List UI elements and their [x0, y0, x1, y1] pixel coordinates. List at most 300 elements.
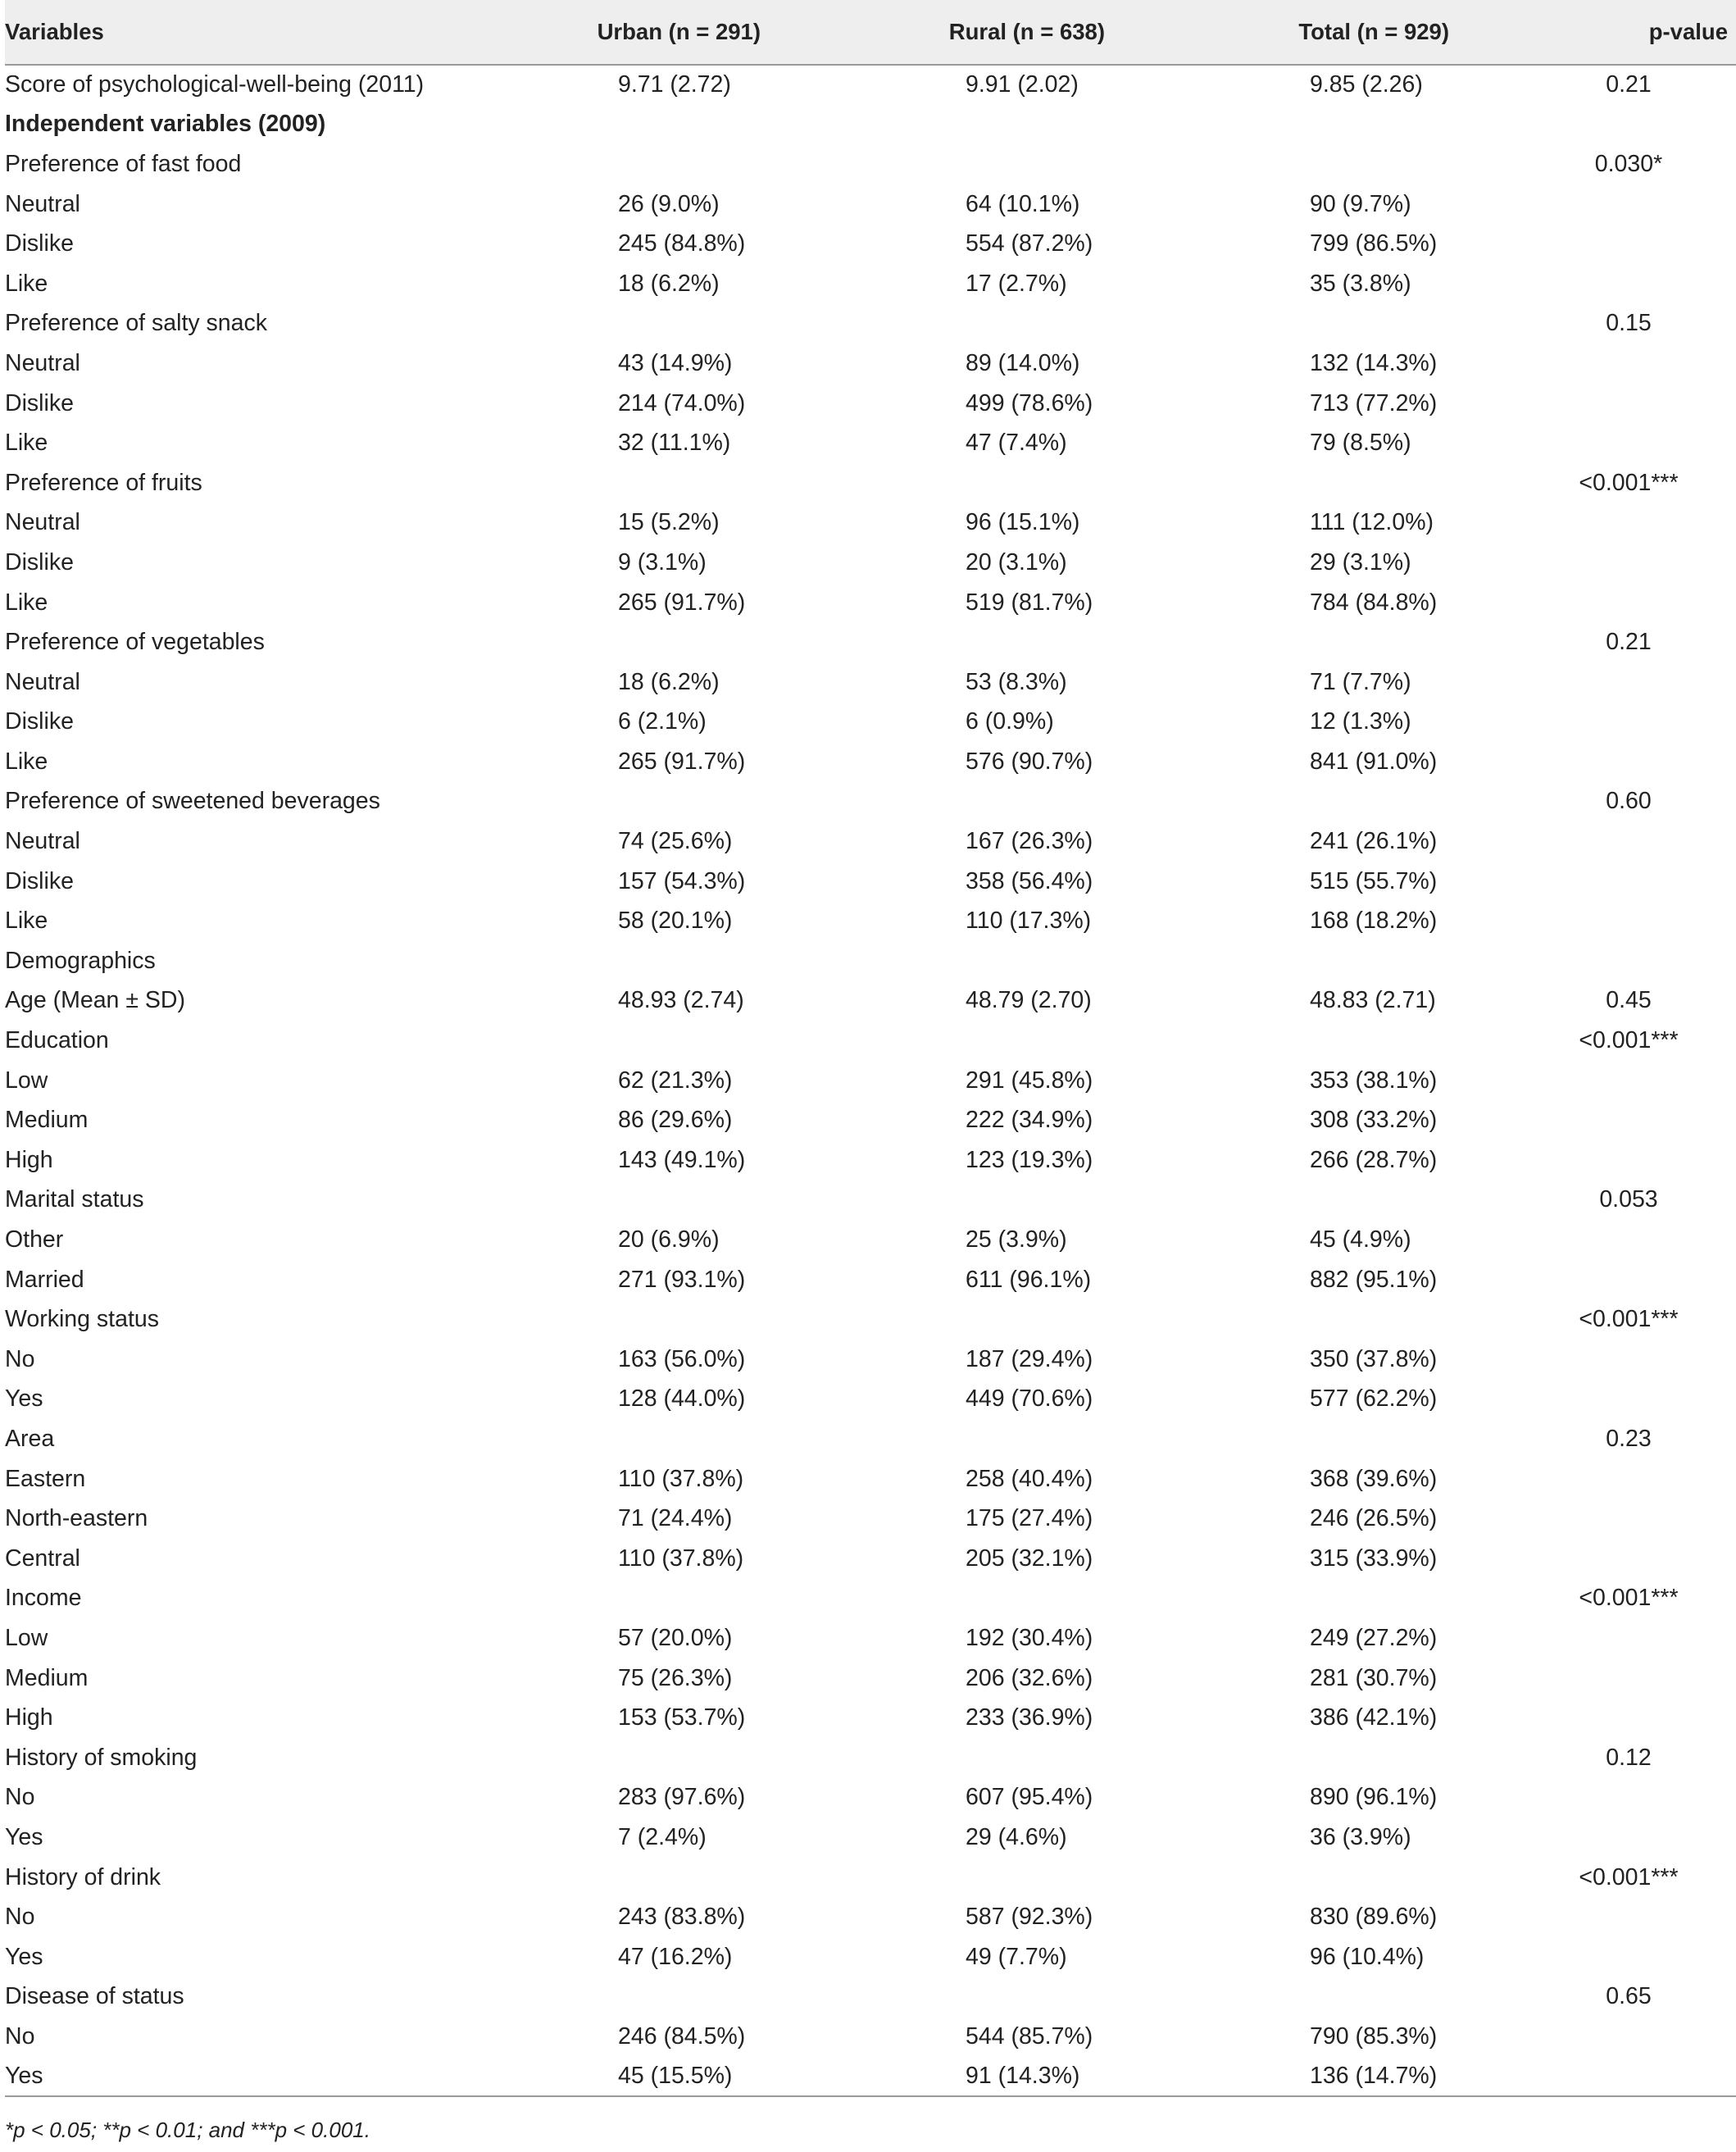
table-row — [5, 1299, 1736, 1340]
pvalue-cell — [1464, 184, 1736, 225]
rural-cell: 25 (3.9%) — [966, 1226, 1067, 1253]
urban-cell — [470, 1738, 775, 1778]
urban-cell: 18 (6.2%) — [618, 270, 720, 297]
pvalue-cell — [1464, 862, 1736, 902]
total-cell: 350 (37.8%) — [1310, 1345, 1438, 1372]
table-row — [5, 1539, 1736, 1579]
table-row — [5, 981, 1736, 1021]
row-label: Score of psychological-well-being (2011) — [5, 71, 425, 98]
pvalue-cell — [1464, 1937, 1736, 1977]
total-cell: 48.83 (2.71) — [1310, 987, 1436, 1014]
row-label: Dislike — [5, 389, 74, 416]
total-cell — [1120, 1021, 1464, 1061]
rural-cell: 17 (2.7%) — [966, 270, 1067, 297]
row-label: Neutral — [5, 509, 80, 536]
row-label: Dislike — [5, 867, 74, 894]
row-label: Like — [5, 589, 48, 616]
table-row — [5, 941, 1736, 981]
table-row — [5, 1419, 1736, 1459]
table-row — [5, 583, 1736, 623]
row-label: High — [5, 1704, 53, 1731]
urban-cell: 18 (6.2%) — [618, 668, 720, 695]
row-label: High — [5, 1146, 53, 1173]
row-label: Married — [5, 1266, 84, 1293]
pvalue-cell — [1464, 344, 1736, 384]
rural-cell: 187 (29.4%) — [966, 1345, 1093, 1372]
urban-cell: 163 (56.0%) — [618, 1345, 746, 1372]
pvalue-cell — [1464, 105, 1736, 145]
row-label: Like — [5, 430, 48, 457]
total-cell: 35 (3.8%) — [1310, 270, 1411, 297]
rural-cell — [775, 1579, 1120, 1619]
row-label: Dislike — [5, 548, 74, 576]
rural-cell: 167 (26.3%) — [966, 828, 1093, 855]
rural-cell: 358 (56.4%) — [966, 867, 1093, 894]
rural-cell — [775, 1738, 1120, 1778]
pvalue-cell: 0.45 — [1606, 987, 1652, 1014]
table-row — [5, 1818, 1736, 1858]
total-cell: 79 (8.5%) — [1310, 430, 1411, 457]
total-cell: 386 (42.1%) — [1310, 1704, 1438, 1731]
table-row — [5, 65, 1736, 105]
data-table — [5, 0, 1736, 2097]
row-label: Yes — [5, 1823, 43, 1850]
row-label: Low — [5, 1067, 48, 1094]
table-row — [5, 1380, 1736, 1420]
table-row — [5, 1260, 1736, 1300]
urban-cell — [470, 1977, 775, 2018]
row-label: Yes — [5, 1385, 43, 1413]
total-cell: 790 (85.3%) — [1310, 2022, 1438, 2050]
header-pvalue: p-value — [1464, 0, 1736, 65]
pvalue-cell: 0.23 — [1606, 1425, 1652, 1452]
rural-cell: 64 (10.1%) — [966, 190, 1080, 217]
urban-cell: 143 (49.1%) — [618, 1146, 746, 1173]
urban-cell: 32 (11.1%) — [618, 430, 731, 457]
urban-cell: 283 (97.6%) — [618, 1784, 746, 1811]
table-row — [5, 1220, 1736, 1260]
pvalue-cell — [1464, 264, 1736, 304]
header-variables: Variables — [5, 0, 470, 65]
urban-cell: 157 (54.3%) — [618, 867, 746, 894]
urban-cell: 265 (91.7%) — [618, 589, 746, 616]
pvalue-cell — [1464, 1340, 1736, 1380]
urban-cell: 110 (37.8%) — [618, 1465, 744, 1492]
pvalue-cell — [1464, 1459, 1736, 1499]
table-row — [5, 264, 1736, 304]
rural-cell: 49 (7.7%) — [966, 1943, 1067, 1970]
row-label: Medium — [5, 1107, 89, 1134]
total-cell: 368 (39.6%) — [1310, 1465, 1438, 1492]
pvalue-cell — [1464, 901, 1736, 941]
urban-cell: 58 (20.1%) — [618, 908, 733, 935]
urban-cell: 245 (84.8%) — [618, 230, 746, 257]
rural-cell — [775, 782, 1120, 822]
rural-cell: 96 (15.1%) — [966, 509, 1080, 536]
table-row — [5, 862, 1736, 902]
pvalue-cell — [1464, 503, 1736, 544]
pvalue-cell: <0.001*** — [1579, 1863, 1679, 1890]
total-cell — [1120, 622, 1464, 662]
pvalue-cell: <0.001*** — [1579, 1585, 1679, 1612]
pvalue-cell — [1464, 1061, 1736, 1101]
pvalue-cell — [1464, 1698, 1736, 1738]
pvalue-cell — [1464, 941, 1736, 981]
row-label: Neutral — [5, 668, 80, 695]
table-row — [5, 384, 1736, 424]
table-row — [5, 2057, 1736, 2097]
table-row — [5, 224, 1736, 264]
urban-cell: 265 (91.7%) — [618, 748, 746, 775]
total-cell: 266 (28.7%) — [1310, 1146, 1438, 1173]
table-row — [5, 782, 1736, 822]
table-row — [5, 304, 1736, 344]
total-cell: 90 (9.7%) — [1310, 190, 1411, 217]
rural-cell: 576 (90.7%) — [966, 748, 1093, 775]
table-row — [5, 703, 1736, 743]
table-row — [5, 543, 1736, 583]
total-cell — [1120, 1977, 1464, 2018]
row-label: No — [5, 1345, 35, 1372]
urban-cell: 71 (24.4%) — [618, 1505, 733, 1532]
pvalue-cell — [1464, 2017, 1736, 2057]
rural-cell: 449 (70.6%) — [966, 1385, 1093, 1413]
rural-cell: 192 (30.4%) — [966, 1624, 1093, 1651]
header-rural: Rural (n = 638) — [775, 0, 1120, 65]
total-cell — [1120, 1579, 1464, 1619]
table-row — [5, 742, 1736, 782]
urban-cell — [470, 463, 775, 503]
total-cell: 830 (89.6%) — [1310, 1904, 1438, 1931]
rural-cell — [775, 941, 1120, 981]
row-label: Like — [5, 908, 48, 935]
pvalue-cell — [1464, 543, 1736, 583]
table-row — [5, 463, 1736, 503]
table-row — [5, 144, 1736, 184]
total-cell: 713 (77.2%) — [1310, 389, 1438, 416]
table-row — [5, 105, 1736, 145]
row-label: No — [5, 1904, 35, 1931]
urban-cell — [470, 941, 775, 981]
urban-cell — [470, 1299, 775, 1340]
total-cell: 353 (38.1%) — [1310, 1067, 1438, 1094]
pvalue-cell — [1464, 1260, 1736, 1300]
rural-cell: 175 (27.4%) — [966, 1505, 1093, 1532]
rural-cell: 291 (45.8%) — [966, 1067, 1093, 1094]
total-cell: 246 (26.5%) — [1310, 1505, 1438, 1532]
total-cell: 71 (7.7%) — [1310, 668, 1411, 695]
urban-cell: 128 (44.0%) — [618, 1385, 746, 1413]
urban-cell: 47 (16.2%) — [618, 1943, 733, 1970]
urban-cell: 75 (26.3%) — [618, 1664, 733, 1691]
rural-cell: 53 (8.3%) — [966, 668, 1067, 695]
rural-cell: 544 (85.7%) — [966, 2022, 1093, 2050]
table-row — [5, 622, 1736, 662]
total-cell: 308 (33.2%) — [1310, 1107, 1438, 1134]
pvalue-cell — [1464, 224, 1736, 264]
rural-cell — [775, 1419, 1120, 1459]
total-cell — [1120, 782, 1464, 822]
urban-cell — [470, 622, 775, 662]
rural-cell: 110 (17.3%) — [966, 908, 1092, 935]
urban-cell: 62 (21.3%) — [618, 1067, 733, 1094]
rural-cell: 47 (7.4%) — [966, 430, 1067, 457]
total-cell: 36 (3.9%) — [1310, 1823, 1411, 1850]
rural-cell: 48.79 (2.70) — [966, 987, 1092, 1014]
urban-cell: 9 (3.1%) — [618, 548, 707, 576]
rural-cell: 91 (14.3%) — [775, 2057, 1120, 2097]
table-body — [5, 65, 1736, 2096]
pvalue-cell: 0.60 — [1606, 788, 1652, 815]
row-label: Preference of vegetables — [5, 629, 265, 656]
rural-cell: 611 (96.1%) — [966, 1266, 1092, 1293]
urban-cell: 15 (5.2%) — [618, 509, 720, 536]
row-label: Age (Mean ± SD) — [5, 987, 185, 1014]
rural-cell — [775, 1181, 1120, 1221]
urban-cell — [470, 1858, 775, 1898]
pvalue-cell — [1464, 821, 1736, 862]
pvalue-cell: <0.001*** — [1579, 1306, 1679, 1333]
total-cell: 111 (12.0%) — [1310, 509, 1434, 536]
urban-cell: 26 (9.0%) — [618, 190, 720, 217]
total-cell: 96 (10.4%) — [1310, 1943, 1425, 1970]
table-row — [5, 1937, 1736, 1977]
urban-cell: 74 (25.6%) — [618, 828, 733, 855]
rural-cell: 222 (34.9%) — [966, 1107, 1093, 1134]
table-row — [5, 662, 1736, 703]
pvalue-cell — [1464, 1897, 1736, 1937]
rural-cell: 233 (36.9%) — [966, 1704, 1093, 1731]
table-row — [5, 821, 1736, 862]
row-label: Preference of fast food — [5, 150, 242, 177]
row-label: Neutral — [5, 349, 80, 376]
total-cell: 12 (1.3%) — [1310, 708, 1411, 735]
urban-cell — [470, 1579, 775, 1619]
total-cell: 882 (95.1%) — [1310, 1266, 1438, 1293]
pvalue-cell: 0.053 — [1599, 1186, 1658, 1213]
total-cell: 515 (55.7%) — [1310, 867, 1438, 894]
urban-cell — [470, 304, 775, 344]
total-cell — [1120, 463, 1464, 503]
pvalue-cell: 0.030* — [1594, 150, 1663, 177]
urban-cell: 7 (2.4%) — [618, 1823, 707, 1850]
table-row — [5, 1061, 1736, 1101]
rural-cell: 205 (32.1%) — [966, 1545, 1093, 1572]
rural-cell — [775, 1021, 1120, 1061]
urban-cell — [470, 1181, 775, 1221]
table-row — [5, 1181, 1736, 1221]
row-label: Eastern — [5, 1465, 86, 1492]
urban-cell: 20 (6.9%) — [618, 1226, 720, 1253]
table-header — [5, 0, 1736, 65]
total-cell: 890 (96.1%) — [1310, 1784, 1438, 1811]
row-label: No — [5, 1784, 35, 1811]
row-label: Yes — [5, 1943, 43, 1970]
urban-cell — [470, 1021, 775, 1061]
pvalue-cell: 0.21 — [1606, 629, 1652, 656]
total-cell: 799 (86.5%) — [1310, 230, 1438, 257]
row-label: History of drink — [5, 1863, 161, 1890]
rural-cell: 519 (81.7%) — [966, 589, 1093, 616]
total-cell — [1120, 1299, 1464, 1340]
row-label: Income — [5, 1585, 82, 1612]
total-cell: 841 (91.0%) — [1310, 748, 1438, 775]
pvalue-cell — [1464, 1100, 1736, 1140]
pvalue-cell — [1464, 583, 1736, 623]
total-cell — [1120, 304, 1464, 344]
urban-cell: 271 (93.1%) — [618, 1266, 746, 1293]
row-label: Like — [5, 270, 48, 297]
row-label: Dislike — [5, 230, 74, 257]
urban-cell — [470, 1419, 775, 1459]
pvalue-cell: 0.12 — [1606, 1744, 1652, 1771]
pvalue-cell — [1464, 423, 1736, 463]
rural-cell — [775, 144, 1120, 184]
table-row — [5, 1658, 1736, 1699]
header-row — [5, 0, 1736, 65]
header-urban: Urban (n = 291) — [470, 0, 775, 65]
table-row — [5, 503, 1736, 544]
total-cell — [1120, 1181, 1464, 1221]
total-cell: 281 (30.7%) — [1310, 1664, 1438, 1691]
row-label: Central — [5, 1545, 80, 1572]
rural-cell: 9.91 (2.02) — [966, 71, 1079, 98]
total-cell: 9.85 (2.26) — [1310, 71, 1423, 98]
pvalue-cell — [1464, 662, 1736, 703]
pvalue-cell — [1464, 1140, 1736, 1181]
table-row — [5, 1738, 1736, 1778]
row-label: Marital status — [5, 1186, 144, 1213]
table-row — [5, 2017, 1736, 2057]
pvalue-cell: 0.21 — [1606, 71, 1652, 98]
rural-cell: 554 (87.2%) — [966, 230, 1093, 257]
total-cell: 315 (33.9%) — [1310, 1545, 1438, 1572]
rural-cell: 123 (19.3%) — [966, 1146, 1093, 1173]
table-row — [5, 1021, 1736, 1061]
row-label: Other — [5, 1226, 64, 1253]
total-cell: 577 (62.2%) — [1310, 1385, 1438, 1413]
row-label: Preference of salty snack — [5, 310, 267, 337]
pvalue-cell — [1464, 1380, 1736, 1420]
total-cell: 784 (84.8%) — [1310, 589, 1438, 616]
row-label: Area — [5, 1425, 55, 1452]
rural-cell: 206 (32.6%) — [966, 1664, 1093, 1691]
pvalue-cell — [1464, 703, 1736, 743]
urban-cell: 9.71 (2.72) — [618, 71, 731, 98]
total-cell — [1120, 144, 1464, 184]
rural-cell — [775, 1858, 1120, 1898]
table-row — [5, 1140, 1736, 1181]
rural-cell — [775, 304, 1120, 344]
pvalue-cell — [1464, 1220, 1736, 1260]
table-row — [5, 1858, 1736, 1898]
rural-cell: 258 (40.4%) — [966, 1465, 1093, 1492]
total-cell: 168 (18.2%) — [1310, 908, 1438, 935]
urban-cell: 243 (83.8%) — [618, 1904, 746, 1931]
table-row — [5, 1340, 1736, 1380]
urban-cell: 57 (20.0%) — [618, 1624, 733, 1651]
total-cell — [1120, 105, 1464, 145]
row-label: Disease of status — [5, 1983, 184, 2010]
rural-cell: 607 (95.4%) — [966, 1784, 1093, 1811]
row-label: Preference of sweetened beverages — [5, 788, 380, 815]
urban-cell: 153 (53.7%) — [618, 1704, 746, 1731]
table-row — [5, 1459, 1736, 1499]
table-row — [5, 1977, 1736, 2018]
row-label: Low — [5, 1624, 48, 1651]
total-cell: 29 (3.1%) — [1310, 548, 1411, 576]
row-label: Neutral — [5, 828, 80, 855]
table-row — [5, 184, 1736, 225]
table-row — [5, 344, 1736, 384]
total-cell: 45 (4.9%) — [1310, 1226, 1411, 1253]
total-cell: 132 (14.3%) — [1310, 349, 1438, 376]
row-label: Preference of fruits — [5, 469, 202, 496]
rural-cell — [775, 1299, 1120, 1340]
table-row — [5, 423, 1736, 463]
row-label: History of smoking — [5, 1744, 198, 1771]
table-row — [5, 1618, 1736, 1658]
total-cell — [1120, 941, 1464, 981]
urban-cell: 6 (2.1%) — [618, 708, 707, 735]
rural-cell — [775, 105, 1120, 145]
row-label: Yes — [5, 2057, 470, 2097]
rural-cell — [775, 622, 1120, 662]
urban-cell — [470, 144, 775, 184]
total-cell — [1120, 1419, 1464, 1459]
table-row — [5, 1778, 1736, 1818]
urban-cell — [470, 105, 775, 145]
row-label: Like — [5, 748, 48, 775]
rural-cell: 499 (78.6%) — [966, 389, 1093, 416]
rural-cell: 6 (0.9%) — [966, 708, 1054, 735]
total-cell: 249 (27.2%) — [1310, 1624, 1438, 1651]
pvalue-cell — [1464, 742, 1736, 782]
pvalue-cell — [1464, 1499, 1736, 1539]
table-row — [5, 1698, 1736, 1738]
urban-cell: 110 (37.8%) — [618, 1545, 744, 1572]
total-cell — [1120, 1858, 1464, 1898]
pvalue-cell: <0.001*** — [1579, 469, 1679, 496]
urban-cell: 43 (14.9%) — [618, 349, 733, 376]
table-row — [5, 1100, 1736, 1140]
urban-cell: 246 (84.5%) — [618, 2022, 746, 2050]
row-label: Working status — [5, 1306, 159, 1333]
row-label: Education — [5, 1027, 109, 1054]
rural-cell: 89 (14.0%) — [966, 349, 1080, 376]
rural-cell — [775, 463, 1120, 503]
rural-cell: 20 (3.1%) — [966, 548, 1067, 576]
table-row — [5, 1499, 1736, 1539]
rural-cell — [775, 1977, 1120, 2018]
row-label: No — [5, 2022, 35, 2050]
table-row — [5, 1579, 1736, 1619]
urban-cell — [470, 782, 775, 822]
pvalue-cell: 0.15 — [1606, 310, 1652, 337]
pvalue-cell — [1464, 384, 1736, 424]
rural-cell: 587 (92.3%) — [966, 1904, 1093, 1931]
table-row — [5, 1897, 1736, 1937]
table-row — [5, 901, 1736, 941]
pvalue-cell — [1464, 1658, 1736, 1699]
row-label: Independent variables (2009) — [5, 111, 326, 138]
row-label: North-eastern — [5, 1505, 148, 1532]
pvalue-cell — [1464, 2057, 1736, 2097]
urban-cell: 45 (15.5%) — [470, 2057, 775, 2097]
row-label: Medium — [5, 1664, 89, 1691]
rural-cell: 29 (4.6%) — [966, 1823, 1067, 1850]
table-footnote: *p < 0.05; **p < 0.01; and ***p < 0.001. — [5, 2118, 370, 2142]
